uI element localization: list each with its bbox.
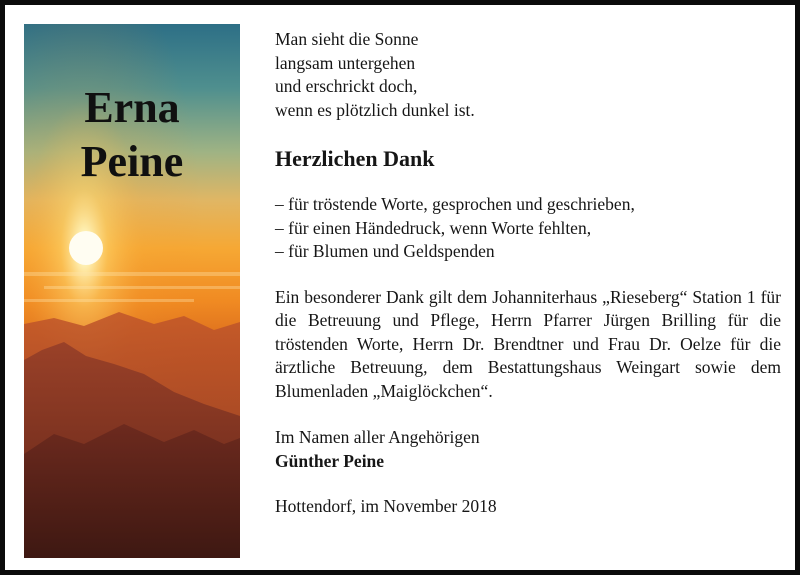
poem-line: und erschrickt doch, — [275, 76, 418, 96]
special-thanks-paragraph: Ein besonderer Dank gilt dem Johanniterhaus „Rieseberg“ Station 1 für die Betreuung und Pflege, Herrn Pfarrer Jürgen Brilling für die tröstenden Worte, Herrn Dr. Brendtner und Frau Dr. Oelze für die ärztliche Betreuung, dem Bestattungshaus Weingart sowie dem Blumenladen „Maiglöckchen“. — [275, 286, 781, 401]
deceased-last-name: Peine — [80, 137, 184, 186]
poem-line: langsam untergehen — [275, 52, 416, 73]
sunset-mountains-image — [24, 24, 240, 558]
thanks-item: – für tröstende Worte, gesprochen und geschrieben, — [275, 194, 635, 214]
poem-line: wenn es plötzlich dunkel ist. — [275, 99, 475, 120]
notice-text — [275, 28, 781, 519]
thanks-heading: Herzlichen Dank — [275, 146, 435, 171]
thanks-list — [275, 193, 781, 264]
thanks-item: – für einen Händedruck, wenn Worte fehlten, — [275, 217, 592, 238]
signature-intro: Im Namen aller Angehörigen — [275, 427, 480, 447]
foreground-mountains — [24, 424, 240, 558]
sun — [69, 231, 103, 265]
signature-name: Günther Peine — [275, 450, 385, 471]
thanks-item: – für Blumen und Geldspenden — [275, 241, 495, 261]
poem-line: Man sieht die Sonne — [275, 29, 419, 49]
place-date: Hottendorf, im November 2018 — [275, 496, 497, 516]
poem — [275, 28, 781, 122]
deceased-first-name: Erna — [84, 83, 180, 132]
